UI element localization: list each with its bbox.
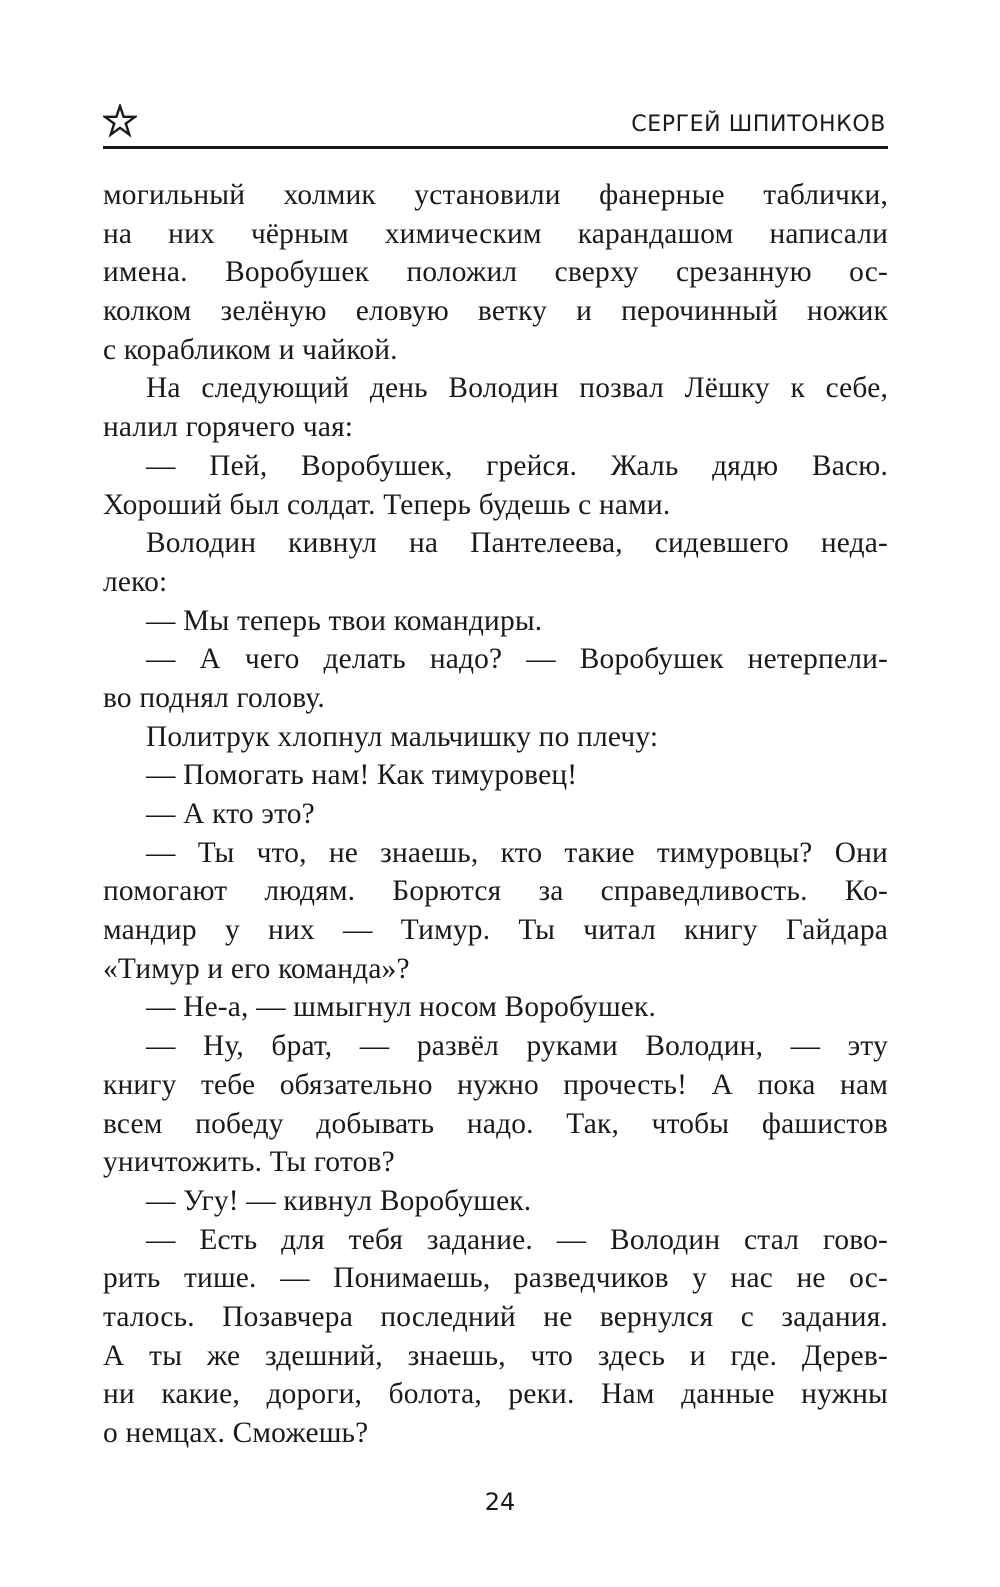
text-line: книгу тебе обязательно нужно прочесть! А пока нам xyxy=(103,1068,888,1101)
body-text xyxy=(103,176,888,1453)
text-line: А ты же здешний, знаешь, что здесь и где. Дерев- xyxy=(103,1339,888,1372)
running-header xyxy=(103,100,888,150)
text-line: о немцах. Сможешь? xyxy=(103,1417,369,1449)
text-line: — А чего делать надо? — Воробушек нетерпели- xyxy=(146,643,888,676)
text-line: — Пей, Воробушек, грейся. Жаль дядю Васю. xyxy=(146,449,888,482)
text-line: — Не-а, — шмыгнул носом Воробушек. xyxy=(146,991,657,1024)
text-line: Володин кивнул на Пантелеева, сидевшего неда- xyxy=(146,527,888,560)
text-line: рить тише. — Понимаешь, разведчиков у нас не ос- xyxy=(103,1262,888,1295)
text-line: ни какие, дороги, болота, реки. Нам данные нужны xyxy=(103,1378,888,1411)
text-line: колком зелёную еловую ветку и перочинный ножик xyxy=(103,295,888,328)
text-line: во поднял голову. xyxy=(103,681,325,714)
text-line: — Угу! — кивнул Воробушек. xyxy=(146,1184,532,1217)
text-line: талось. Позавчера последний не вернулся с задания. xyxy=(103,1300,888,1333)
page-number: 24 xyxy=(484,1488,516,1516)
text-line: Хороший был солдат. Теперь будешь с нами. xyxy=(103,488,671,521)
text-line: Политрук хлопнул мальчишку по плечу: xyxy=(146,720,659,753)
text-line: мандир у них — Тимур. Ты читал книгу Гайдара xyxy=(103,914,888,947)
text-line: имена. Воробушек положил сверху срезанную ос- xyxy=(103,256,888,289)
text-line: — А кто это? xyxy=(146,798,315,830)
author-name: СЕРГЕЙ ШПИТОНКОВ xyxy=(631,112,886,137)
text-line: на них чёрным химическим карандашом написали xyxy=(103,217,888,250)
text-line: На следующий день Володин позвал Лёшку к себе, xyxy=(146,372,888,405)
text-line: налил горячего чая: xyxy=(103,411,354,444)
text-line: — Мы теперь твои командиры. xyxy=(146,604,543,637)
text-line: — Помогать нам! Как тимуровец! xyxy=(146,759,578,792)
text-line: с корабликом и чайкой. xyxy=(103,333,398,366)
text-line: могильный холмик установили фанерные таблички, xyxy=(103,179,888,211)
text-line: уничтожить. Ты готов? xyxy=(103,1146,395,1179)
text-line: помогают людям. Борются за справедливость. Ко- xyxy=(103,875,888,908)
star-outline-icon xyxy=(103,104,137,138)
text-line: «Тимур и его команда»? xyxy=(103,952,410,985)
text-line: — Ну, брат, — развёл руками Володин, — эту xyxy=(146,1030,888,1063)
text-line: — Ты что, не знаешь, кто такие тимуровцы? Они xyxy=(146,836,888,869)
text-line: — Есть для тебя задание. — Володин стал гово- xyxy=(146,1223,888,1256)
text-line: всем победу добывать надо. Так, чтобы фашистов xyxy=(103,1107,888,1140)
header-rule xyxy=(103,146,888,149)
text-line: леко: xyxy=(103,565,168,598)
